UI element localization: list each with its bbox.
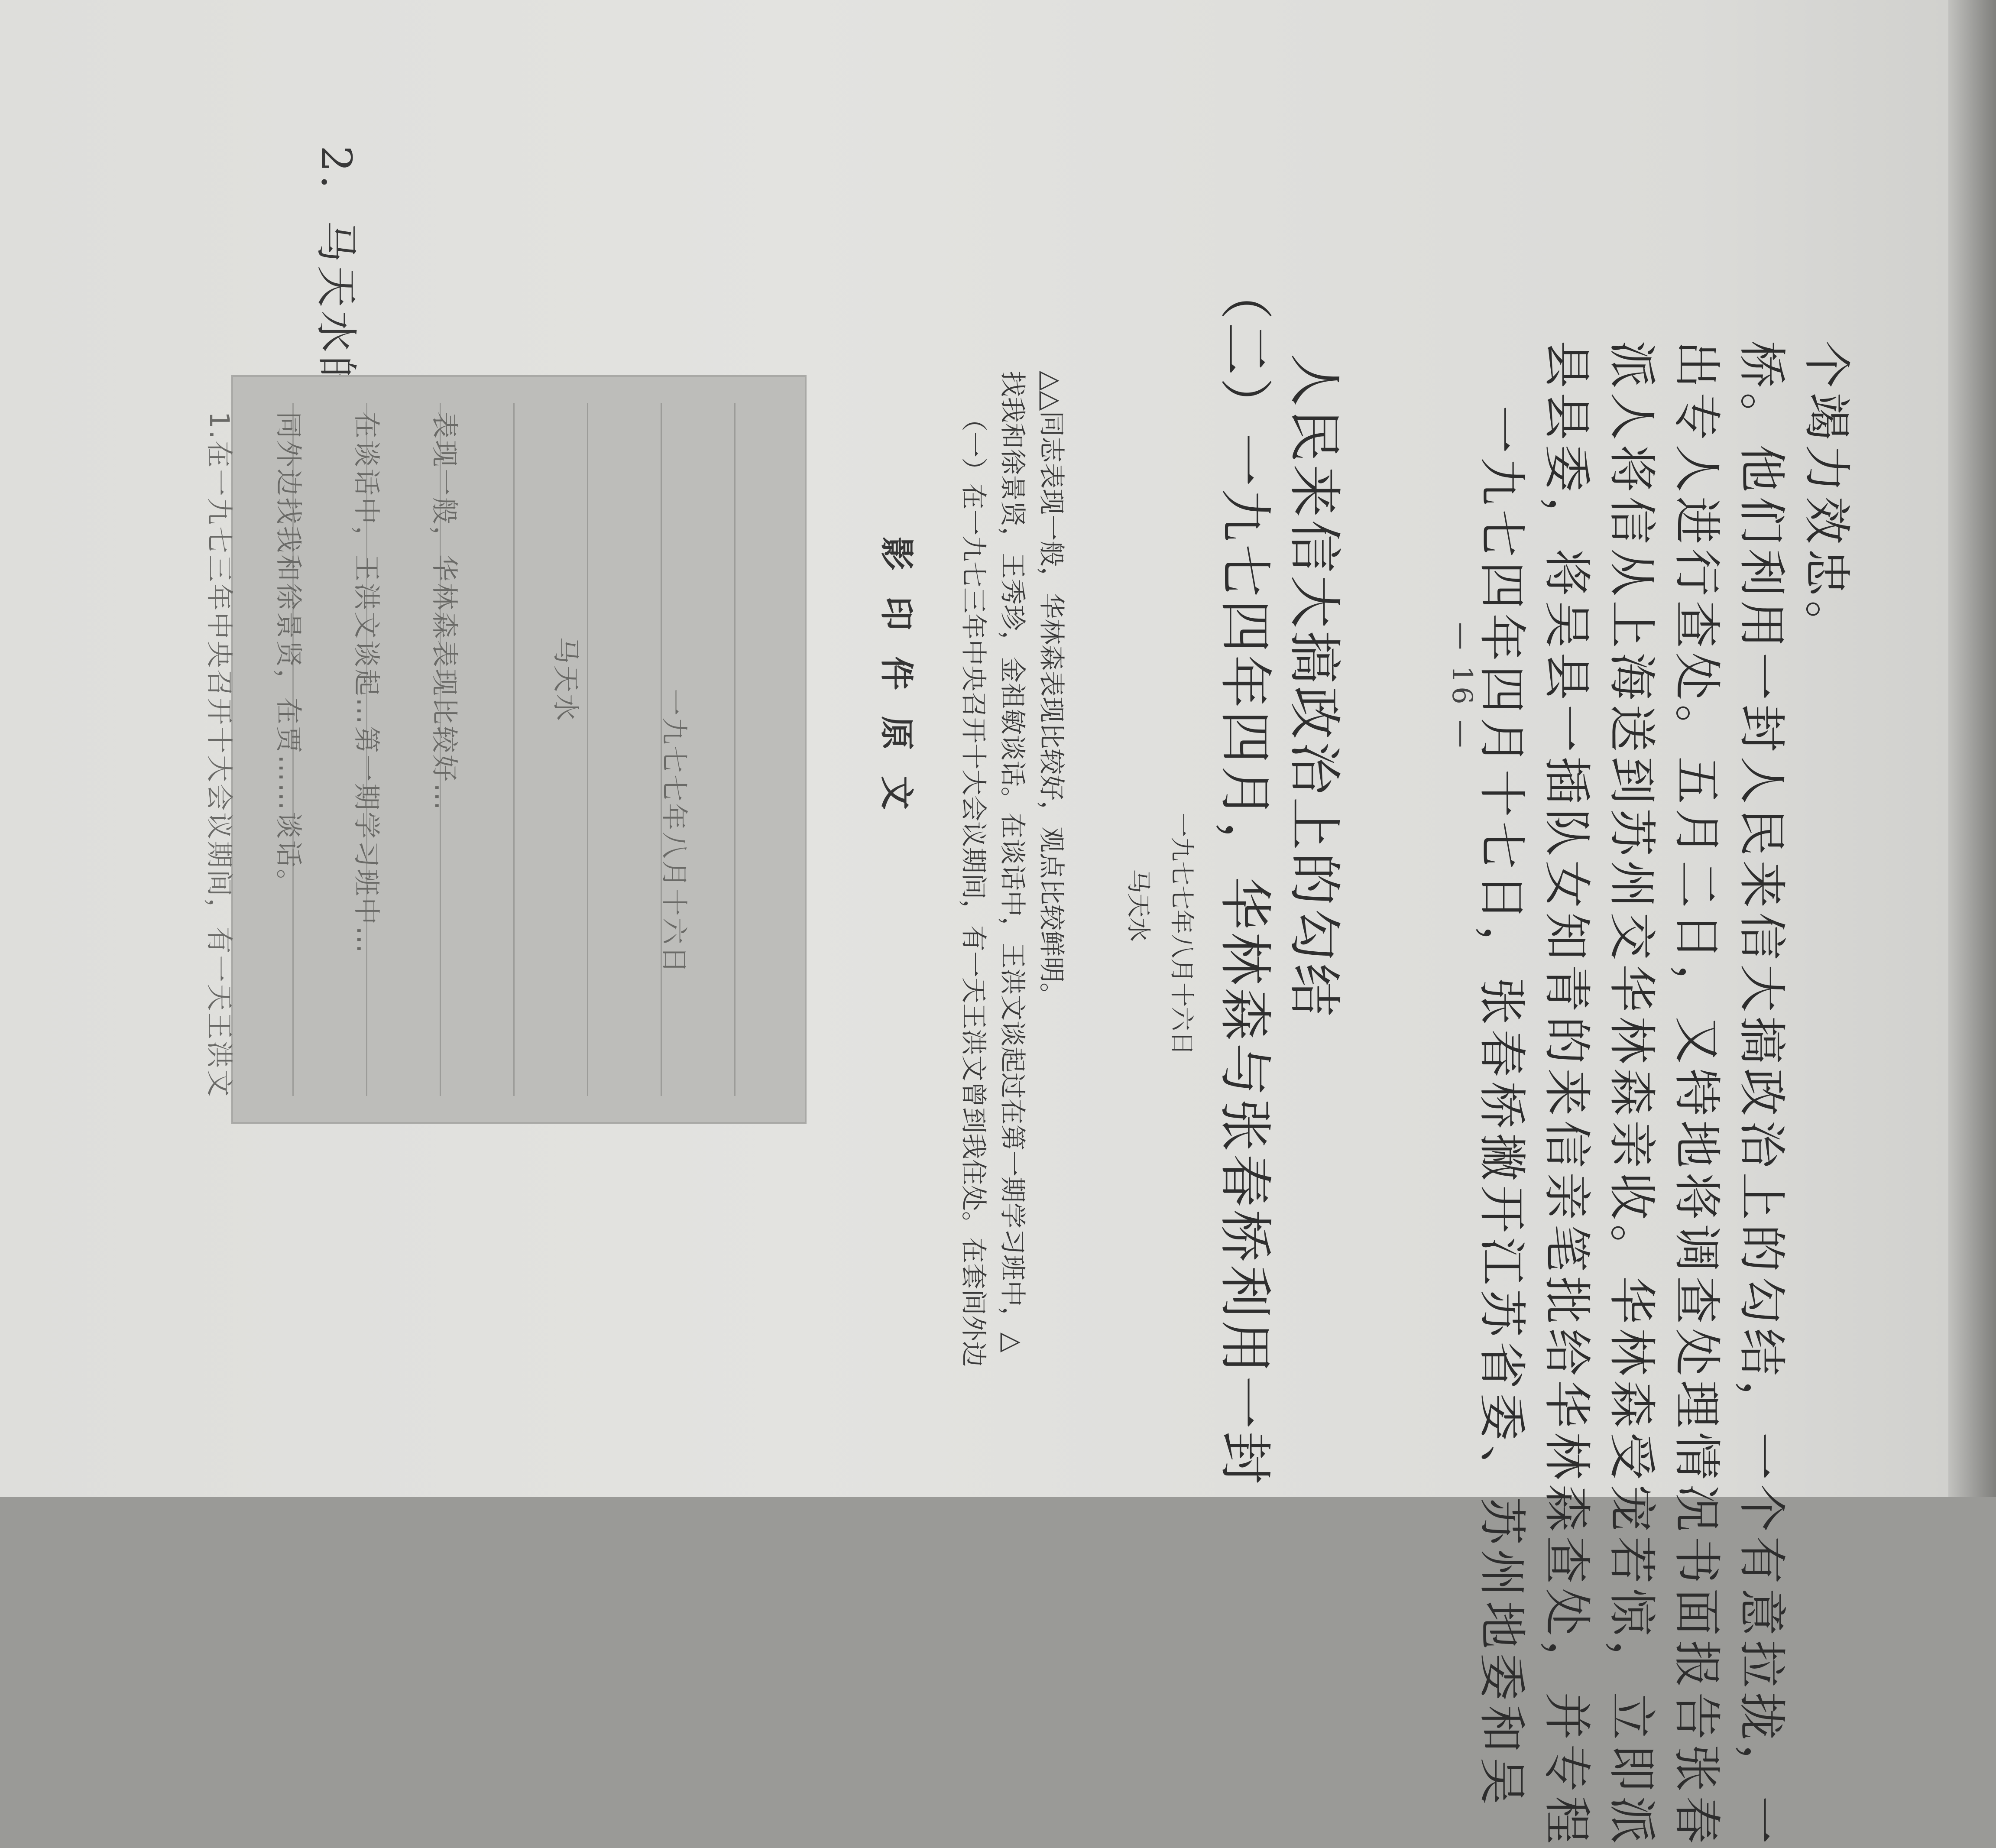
ruled-line [734,403,736,1096]
signature-name: 马天水 [1124,869,1152,942]
body-line: 个竭力效忠。 [1799,340,1854,652]
section-title-line: 人民来信大搞政治上的勾结 [1283,353,1345,1019]
manuscript-line: 在谈话中，王洪文谈起…第一期学习班中… [351,412,382,955]
transcription-line: △△同志表现一般，华林森表现比较好，观点比较鲜明。 [1036,371,1066,1009]
ruled-line [513,403,515,1096]
caption-title: 影印件原文 [877,536,916,836]
body-line: 桥。他们利用一封人民来信大搞政治上的勾结，一个有意拉拢，一 [1734,340,1789,1848]
body-line: 县县委，将吴县一插队女知青的来信亲笔批给华林森查处，并专程 [1539,340,1594,1848]
transcription-line: 找我和徐景贤，王秀珍，金祖敏谈话。在谈话中，王洪文谈起过在第一期学习班中，△ [997,371,1027,1353]
manuscript-signature: 马天水 [550,637,582,723]
signature-date: 一九七七年八月十六日 [1167,813,1196,1055]
page-number: — 16 — [1446,622,1478,752]
transcription-line: （一）在一九七三年中央召开十大会议期间，有一天王洪文曾到我住处。在套间外边 [958,405,988,1367]
body-line: 一九七四年四月十七日，张春桥撇开江苏省委、苏州地委和吴 [1474,405,1529,1809]
manuscript-date: 一九七七年八月十六日 [658,689,690,975]
body-line: 派人将信从上海送到苏州交华林森亲收。华林森受宠若惊，立即派 [1604,340,1659,1848]
ruled-line [587,403,588,1096]
section-title-line: （二）一九七四年四月，华林森与张春桥利用一封 [1214,267,1276,1487]
document-page [62,0,1996,1848]
manuscript-line: 表现一般，华林森表现比较好… [429,412,460,812]
handwritten-photocopy [204,375,807,1124]
body-line: 出专人进行查处。五月二日，又特地将调查处理情况书面报告张春 [1669,340,1724,1848]
manuscript-line: 1.在一九七三年中央召开十大会议期间，有一天王洪文 [204,412,235,1099]
manuscript-line: 同外边找我和徐景贤，在贾……谈话。 [273,412,305,898]
